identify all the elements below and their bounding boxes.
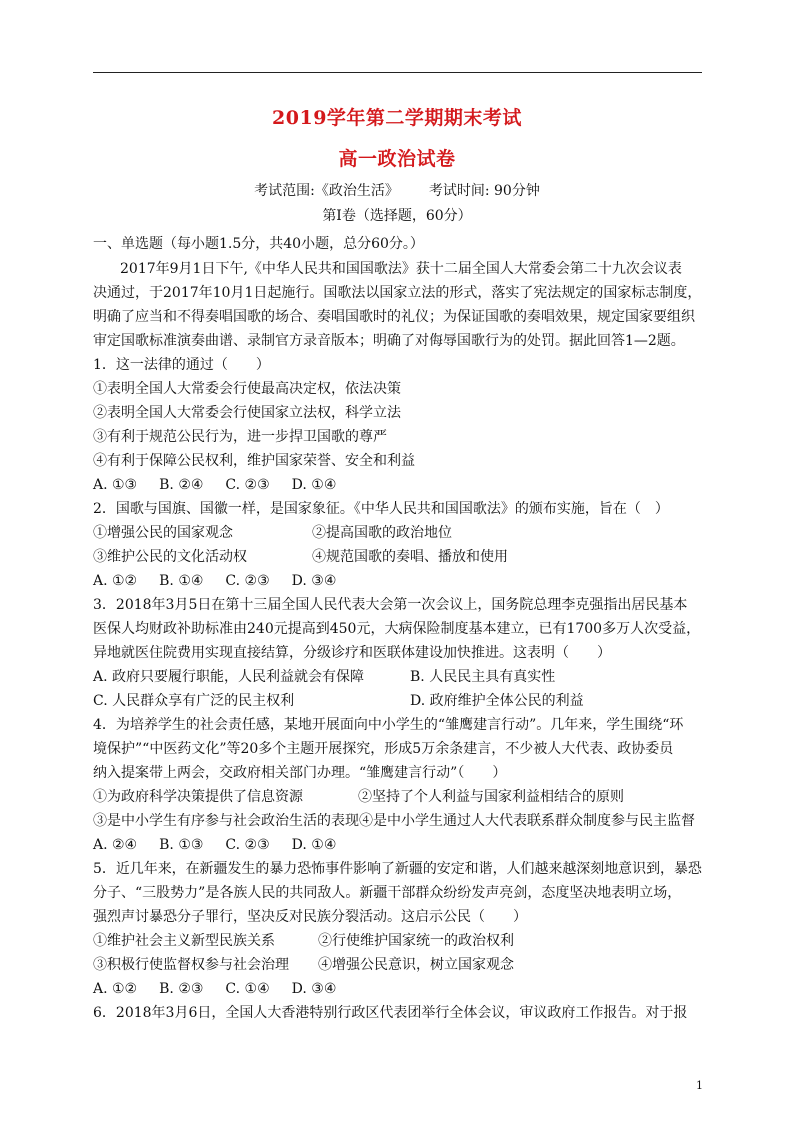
option-a: A. 政府只要履行职能，人民利益就会有保障 [93, 669, 365, 685]
question-stem: 医保人均财政补助标准由240元提高到450元，大病保险制度基本建立，已有1700多万人次受益， [93, 621, 701, 637]
option-c: C. 人民群众享有广泛的民主权利 [93, 693, 295, 709]
question-item: ③积极行使监督权参与社会治理 [93, 957, 289, 973]
question-item: ④规范国歌的奏唱、播放和使用 [312, 549, 508, 565]
option-c: C. ②③ [225, 837, 270, 853]
question-item: ③维护公民的文化活动权 [93, 549, 247, 565]
question-item: ②提高国歌的政治地位 [312, 525, 452, 541]
option-c: C. ①④ [225, 981, 270, 997]
question-stem: 境保护”“中医药文化”等20多个主题开展探究，形成5万余条建言，不少被人大代表、政协委员 [93, 741, 674, 757]
question-item: ②行使维护国家统一的政治权利 [318, 933, 514, 949]
question-stem: 3．2018年3月5日在第十三届全国人民代表大会第一次会议上，国务院总理李克强指出居民基本 [93, 597, 688, 613]
option-b: B. 人民民主具有真实性 [410, 669, 556, 685]
option-a: A. ①② [93, 573, 138, 589]
question-item: ②坚持了个人利益与国家利益相结合的原则 [358, 789, 624, 805]
material-line: 2017年9月1日下午,《中华人民共和国国歌法》获十二届全国人大常委会第二十九次会议表 [120, 261, 682, 277]
option-d: D. ③④ [291, 573, 337, 589]
material-line: 决通过，于2017年10月1日起施行。国歌法以国家立法的形式，落实了宪法规定的国家标志制度， [93, 285, 702, 301]
option-c: C. ②③ [225, 573, 270, 589]
option-a: A. ②④ [93, 837, 138, 853]
option-b: B. ①③ [159, 837, 204, 853]
material-line: 审定国歌标准演奏曲谱、录制官方录音版本；明确了对侮辱国歌行为的处罚。据此回答1—2题。 [93, 333, 685, 349]
question-item: ③是中小学生有序参与社会政治生活的表现 [93, 813, 359, 829]
option-b: B. ②③ [159, 981, 204, 997]
question-item: ②表明全国人大常委会行使国家立法权，科学立法 [93, 405, 401, 421]
exam-subtitle: 高一政治试卷 [338, 148, 456, 170]
question-item: ①增强公民的国家观念 [93, 525, 233, 541]
question-item: ④增强公民意识，树立国家观念 [318, 957, 514, 973]
question-item: ①为政府科学决策提供了信息资源 [93, 789, 303, 805]
option-c: C. ②③ [225, 477, 270, 493]
answer-options [93, 475, 336, 495]
exam-title: 2019学年第二学期期末考试 [272, 107, 522, 129]
question-stem: 异地就医住院费用实现直接结算，分级诊疗和医联体建设加快推进。这表明（ ） [93, 645, 611, 661]
question-stem: 6．2018年3月6日，全国人大香港特别行政区代表团举行全体会议，审议政府工作报告。对于报 [93, 1005, 688, 1021]
option-b: B. ②④ [159, 477, 204, 493]
volume-label: 第I卷（选择题，60分） [322, 208, 472, 224]
question-stem: 5．近几年来，在新疆发生的暴力恐怖事件影响了新疆的安定和谐，人们越来越深刻地意识到，暴恐 [93, 861, 702, 877]
option-a: A. ①② [93, 981, 138, 997]
option-d: D. 政府维护全体公民的利益 [410, 693, 584, 709]
question-stem: 强烈声讨暴恐分子罪行，坚决反对民族分裂活动。这启示公民（ ） [93, 909, 527, 925]
question-stem: 4．为培养学生的社会责任感，某地开展面向中小学生的“雏鹰建言行动”。几年来，学生围绕“环 [93, 717, 684, 733]
question-item: ①维护社会主义新型民族关系 [93, 933, 275, 949]
question-item: ④有利于保障公民权利，维护国家荣誉、安全和利益 [93, 453, 415, 469]
question-stem: 1．这一法律的通过（ ） [93, 357, 270, 373]
question-item: ①表明全国人大常委会行使最高决定权，依法决策 [93, 381, 401, 397]
page-number: 1 [696, 1079, 703, 1092]
answer-options [93, 979, 336, 999]
option-d: D. ①④ [291, 837, 337, 853]
answer-options [93, 835, 336, 855]
exam-time: 考试时间: 90分钟 [428, 183, 540, 199]
option-a: A. ①③ [93, 477, 138, 493]
option-d: D. ③④ [291, 981, 337, 997]
header-rule [93, 72, 702, 73]
answer-options [93, 571, 336, 591]
question-stem: 纳入提案带上两会，交政府相关部门办理。“雏鹰建言行动”（ ） [93, 765, 507, 781]
question-stem: 分子、“三股势力”是各族人民的共同敌人。新疆干部群众纷纷发声亮剑，态度坚决地表明立场， [93, 885, 682, 901]
exam-info [0, 181, 794, 201]
question-item [93, 811, 695, 831]
question-item: ③有利于规范公民行为，进一步捍卫国歌的尊严 [93, 429, 387, 445]
question-stem: 2．国歌与国旗、国徽一样，是国家象征。《中华人民共和国国歌法》的颁布实施，旨在（ ） [93, 501, 669, 517]
option-b: B. ①④ [159, 573, 204, 589]
option-d: D. ①④ [291, 477, 337, 493]
question-item: ④是中小学生通过人大代表联系群众制度参与民主监督 [359, 813, 695, 829]
material-line: 明确了应当和不得奏唱国歌的场合、奏唱国歌时的礼仪；为保证国歌的奏唱效果，规定国家要组织 [93, 309, 695, 325]
section-heading: 一、单选题（每小题1.5分，共40小题，总分60分。） [93, 236, 424, 252]
exam-scope: 考试范围:《政治生活》 [254, 183, 399, 199]
